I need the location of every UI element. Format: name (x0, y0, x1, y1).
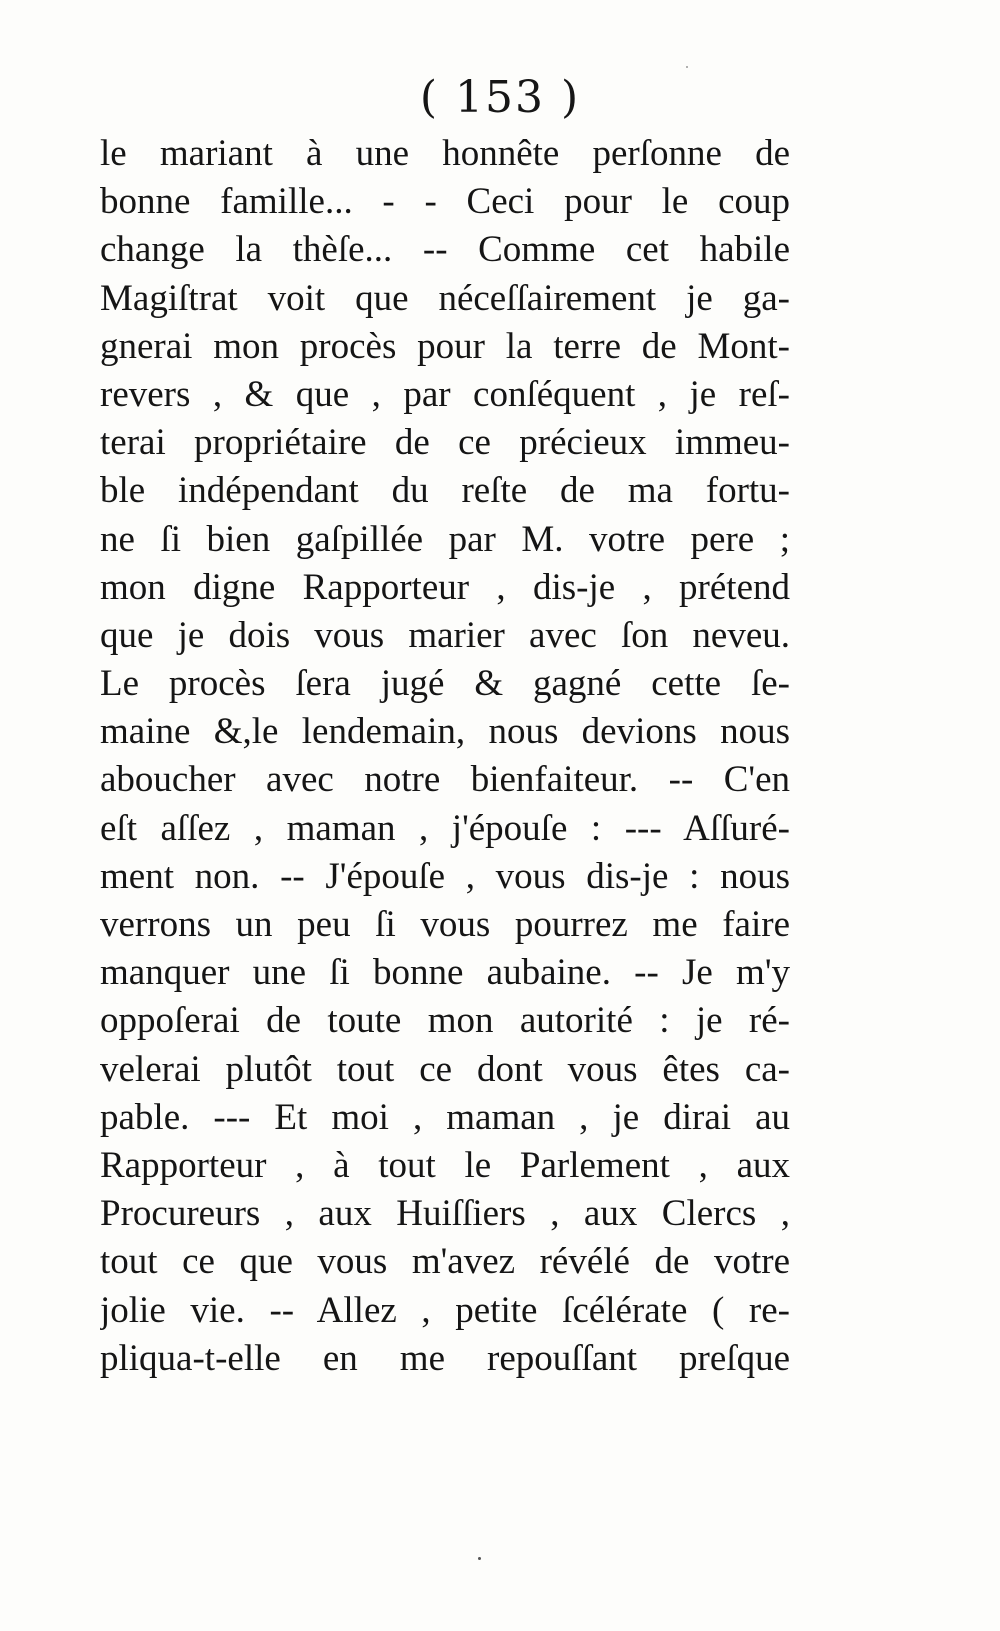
text-line: ne ſi bien gaſpillée par M. votre pere ; (100, 518, 790, 560)
text-line: ble indépendant du reſte de ma fortu- (100, 470, 790, 512)
text-line: Le procès ſera jugé & gagné cette ſe- (100, 663, 790, 705)
text-line: aboucher avec notre bienfaiteur. -- C'en (100, 759, 790, 801)
text-line: maine &,le lendemain, nous devions nous (100, 711, 790, 753)
text-line: Magiſtrat voit que néceſſairement je ga- (100, 277, 790, 319)
text-line: mon digne Rapporteur , dis-je , prétend (100, 566, 790, 608)
text-line: bonne famille... - - Ceci pour le coup (100, 181, 790, 223)
text-line: pable. --- Et moi , maman , je dirai au (100, 1096, 790, 1138)
ink-speck (478, 1557, 481, 1560)
text-line: tout ce que vous m'avez révélé de votre (100, 1241, 790, 1283)
text-line: que je dois vous marier avec ſon neveu. (100, 614, 790, 656)
text-line: revers , & que , par conſéquent , je reſ- (100, 373, 790, 415)
text-line: gnerai mon procès pour la terre de Mont- (100, 325, 790, 367)
ink-speck (686, 66, 688, 68)
text-line: Rapporteur , à tout le Parlement , aux (100, 1144, 790, 1186)
text-line: oppoſerai de toute mon autorité : je ré- (100, 1000, 790, 1042)
text-line: ment non. -- J'épouſe , vous dis-je : nous (100, 855, 790, 897)
text-line: pliqua-t-elle en me repouſſant preſque (100, 1337, 790, 1379)
text-line: Procureurs , aux Huiſſiers , aux Clercs , (100, 1193, 790, 1235)
text-line: manquer une ſi bonne aubaine. -- Je m'y (100, 952, 790, 994)
text-line: jolie vie. -- Allez , petite ſcélérate ( re- (100, 1289, 790, 1331)
body-text (100, 130, 790, 1383)
text-line: terai propriétaire de ce précieux immeu- (100, 422, 790, 464)
text-line: velerai plutôt tout ce dont vous êtes ca- (100, 1048, 790, 1090)
text-line: le mariant à une honnête perſonne de (100, 133, 790, 174)
page-number: ( 153 ) (419, 72, 581, 123)
text-line: eſt aſſez , maman , j'épouſe : --- Aſſuré- (100, 807, 790, 849)
text-line: change la thèſe... -- Comme cet habile (100, 229, 790, 271)
text-line: verrons un peu ſi vous pourrez me faire (100, 904, 790, 945)
